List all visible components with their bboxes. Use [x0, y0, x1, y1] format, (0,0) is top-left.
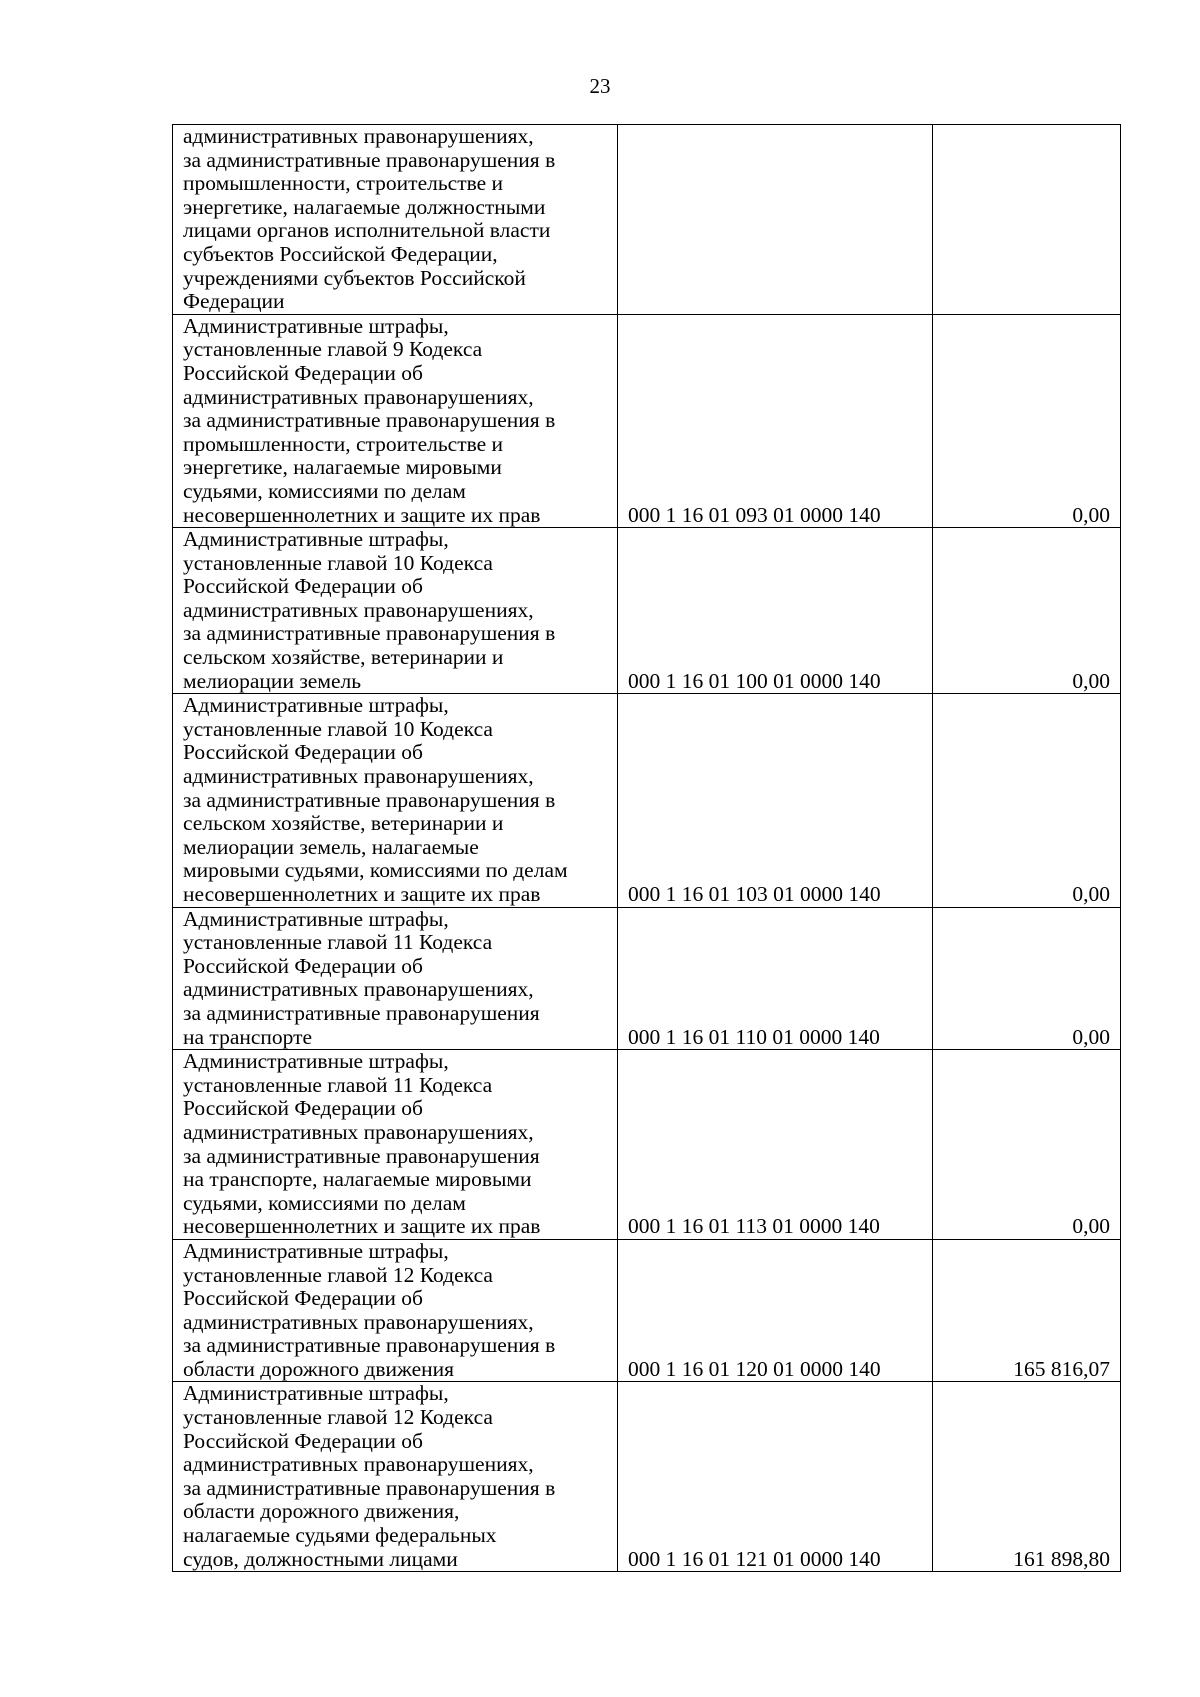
revenue-name-cell: Административные штрафы, установленные главой 12 Кодекса Российской Федерации об административных правонарушениях, за административные правонарушения в области дорожного движения — [173, 1239, 618, 1382]
table-row — [173, 907, 1121, 1050]
amount-cell: 0,00 — [933, 528, 1121, 694]
table-row — [173, 125, 1121, 315]
amount-cell: 0,00 — [933, 694, 1121, 907]
revenue-name-cell: Административные штрафы, установленные главой 10 Кодекса Российской Федерации об административных правонарушениях, за административные правонарушения в сельском хозяйстве, ветеринарии и мелиорации земель, налагаемые мировыми судьями, комиссиями по делам несовершеннолетних и защите их прав — [173, 694, 618, 907]
table-row — [173, 1382, 1121, 1572]
budget-code-cell: 000 1 16 01 121 01 0000 140 — [618, 1382, 933, 1572]
amount-cell: 161 898,80 — [933, 1382, 1121, 1572]
amount-cell: 0,00 — [933, 1050, 1121, 1240]
budget-code-cell: 000 1 16 01 100 01 0000 140 — [618, 528, 933, 694]
amount-cell: 0,00 — [933, 907, 1121, 1050]
budget-code-cell — [618, 125, 933, 315]
revenue-name-cell: Административные штрафы, установленные главой 11 Кодекса Российской Федерации об административных правонарушениях, за административные правонарушения на транспорте, налагаемые мировыми судьями, комиссиями по делам несовершеннолетних и защите их прав — [173, 1050, 618, 1240]
revenue-name-cell: Административные штрафы, установленные главой 9 Кодекса Российской Федерации об административных правонарушениях, за административные правонарушения в промышленности, строительстве и энергетике, налагаемые мировыми судьями, комиссиями по делам несовершеннолетних и защите их прав — [173, 314, 618, 527]
table-row — [173, 528, 1121, 694]
budget-code-cell: 000 1 16 01 110 01 0000 140 — [618, 907, 933, 1050]
revenue-name-cell: Административные штрафы, установленные главой 10 Кодекса Российской Федерации об административных правонарушениях, за административные правонарушения в сельском хозяйстве, ветеринарии и мелиорации земель — [173, 528, 618, 694]
amount-cell: 0,00 — [933, 314, 1121, 527]
budget-revenue-table — [172, 124, 1121, 1572]
revenue-name-cell: административных правонарушениях, за административные правонарушения в промышленности, строительстве и энергетике, налагаемые должностными лицами органов исполнительной власти субъектов Российской Федерации, учреждениями субъектов Российской Федерации — [173, 125, 618, 315]
budget-code-cell: 000 1 16 01 093 01 0000 140 — [618, 314, 933, 527]
budget-code-cell: 000 1 16 01 120 01 0000 140 — [618, 1239, 933, 1382]
page-number: 23 — [589, 74, 611, 98]
table-row — [173, 1239, 1121, 1382]
amount-cell — [933, 125, 1121, 315]
budget-code-cell: 000 1 16 01 113 01 0000 140 — [618, 1050, 933, 1240]
amount-cell: 165 816,07 — [933, 1239, 1121, 1382]
budget-code-cell: 000 1 16 01 103 01 0000 140 — [618, 694, 933, 907]
table-row — [173, 1050, 1121, 1240]
revenue-name-cell: Административные штрафы, установленные главой 11 Кодекса Российской Федерации об административных правонарушениях, за административные правонарушения на транспорте — [173, 907, 618, 1050]
revenue-name-cell: Административные штрафы, установленные главой 12 Кодекса Российской Федерации об административных правонарушениях, за административные правонарушения в области дорожного движения, налагаемые судьями федеральных судов, должностными лицами — [173, 1382, 618, 1572]
table-row — [173, 314, 1121, 527]
table-row — [173, 694, 1121, 907]
